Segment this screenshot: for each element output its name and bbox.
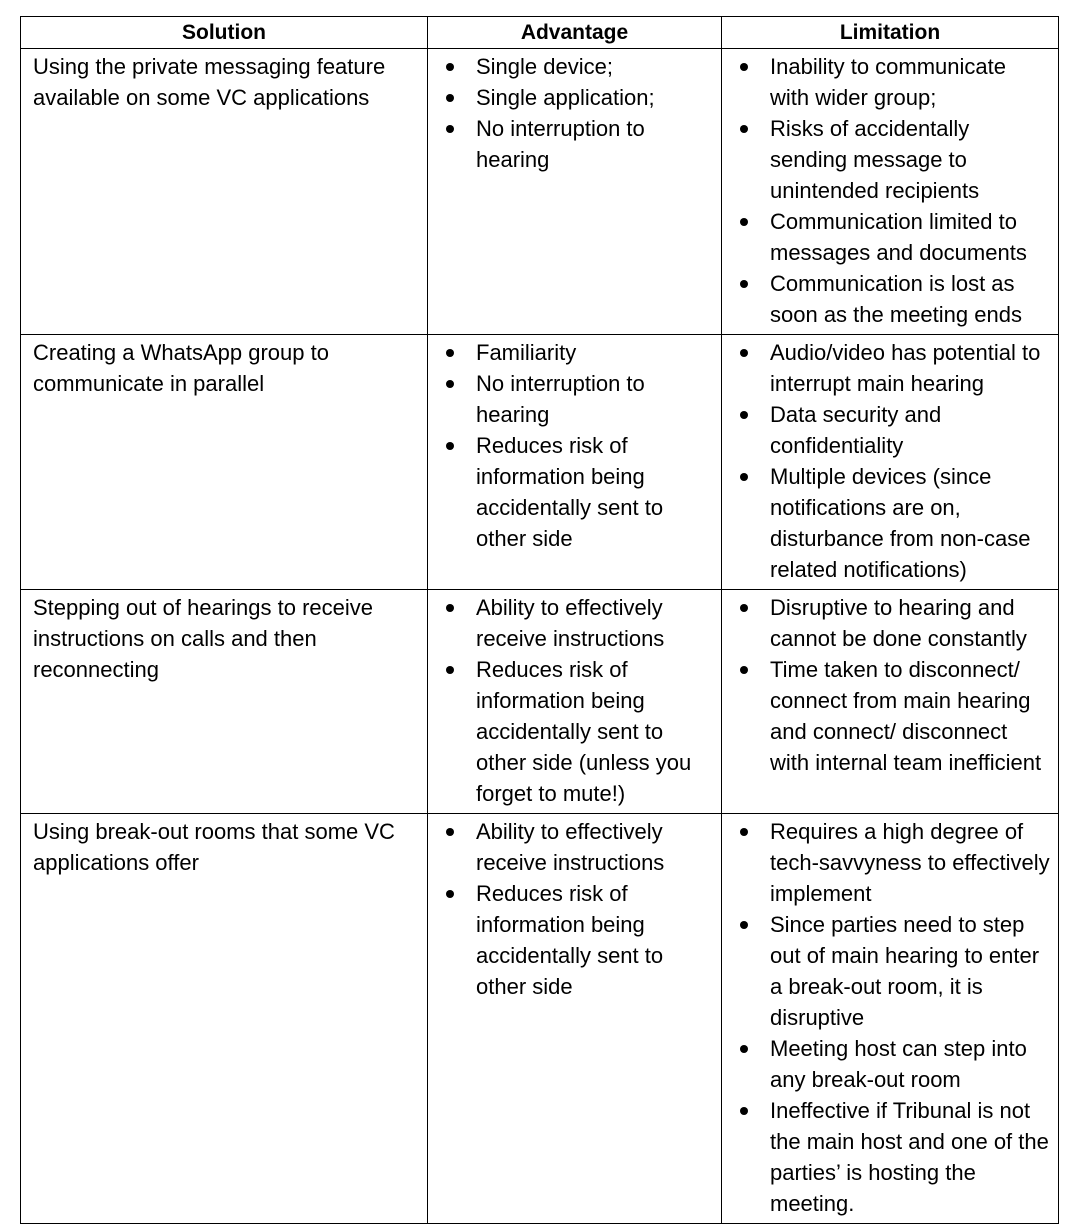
advantage-item: Reduces risk of information being accidentally sent to other side bbox=[438, 430, 713, 554]
limitation-item: Risks of accidentally sending message to unintended recipients bbox=[732, 113, 1050, 206]
advantage-item: Ability to effectively receive instructions bbox=[438, 816, 713, 878]
header-solution: Solution bbox=[21, 17, 428, 49]
limitation-item: Audio/video has potential to interrupt main hearing bbox=[732, 337, 1050, 399]
advantage-item: Single device; bbox=[438, 51, 713, 82]
limitation-list bbox=[732, 51, 1050, 330]
solution-cell: Creating a WhatsApp group to communicate in parallel bbox=[21, 335, 428, 590]
table-row bbox=[21, 49, 1059, 335]
limitation-list bbox=[732, 592, 1050, 778]
advantage-cell bbox=[428, 814, 722, 1224]
limitation-list bbox=[732, 337, 1050, 585]
limitation-item: Communication limited to messages and documents bbox=[732, 206, 1050, 268]
limitation-item: Communication is lost as soon as the meeting ends bbox=[732, 268, 1050, 330]
solution-cell: Using the private messaging feature available on some VC applications bbox=[21, 49, 428, 335]
table-row bbox=[21, 335, 1059, 590]
header-row bbox=[21, 17, 1059, 49]
advantage-list bbox=[438, 592, 713, 809]
limitation-item: Time taken to disconnect/ connect from main hearing and connect/ disconnect with internal team inefficient bbox=[732, 654, 1050, 778]
advantage-item: Ability to effectively receive instructions bbox=[438, 592, 713, 654]
table-body bbox=[21, 49, 1059, 1224]
limitation-item: Disruptive to hearing and cannot be done constantly bbox=[732, 592, 1050, 654]
advantage-list bbox=[438, 337, 713, 554]
limitation-item: Multiple devices (since notifications are on, disturbance from non-case related notifications) bbox=[732, 461, 1050, 585]
limitation-item: Meeting host can step into any break-out room bbox=[732, 1033, 1050, 1095]
limitation-cell bbox=[722, 49, 1059, 335]
advantage-item: Reduces risk of information being accidentally sent to other side (unless you forget to mute!) bbox=[438, 654, 713, 809]
limitation-cell bbox=[722, 590, 1059, 814]
advantage-list bbox=[438, 51, 713, 175]
advantage-item: Single application; bbox=[438, 82, 713, 113]
limitation-cell bbox=[722, 814, 1059, 1224]
table-row bbox=[21, 814, 1059, 1224]
solution-cell: Using break-out rooms that some VC applications offer bbox=[21, 814, 428, 1224]
limitation-item: Inability to communicate with wider group; bbox=[732, 51, 1050, 113]
table-row bbox=[21, 590, 1059, 814]
advantage-item: No interruption to hearing bbox=[438, 368, 713, 430]
header-advantage: Advantage bbox=[428, 17, 722, 49]
advantage-cell bbox=[428, 335, 722, 590]
header-limitation: Limitation bbox=[722, 17, 1059, 49]
limitation-item: Since parties need to step out of main hearing to enter a break-out room, it is disruptive bbox=[732, 909, 1050, 1033]
limitation-list bbox=[732, 816, 1050, 1219]
advantage-item: No interruption to hearing bbox=[438, 113, 713, 175]
advantage-cell bbox=[428, 49, 722, 335]
advantage-item: Reduces risk of information being accidentally sent to other side bbox=[438, 878, 713, 1002]
advantage-cell bbox=[428, 590, 722, 814]
advantage-list bbox=[438, 816, 713, 1002]
limitation-item: Data security and confidentiality bbox=[732, 399, 1050, 461]
comparison-table bbox=[20, 16, 1059, 1224]
solution-cell: Stepping out of hearings to receive instructions on calls and then reconnecting bbox=[21, 590, 428, 814]
limitation-item: Requires a high degree of tech-savvyness to effectively implement bbox=[732, 816, 1050, 909]
limitation-cell bbox=[722, 335, 1059, 590]
limitation-item: Ineffective if Tribunal is not the main host and one of the parties’ is hosting the meeting. bbox=[732, 1095, 1050, 1219]
advantage-item: Familiarity bbox=[438, 337, 713, 368]
